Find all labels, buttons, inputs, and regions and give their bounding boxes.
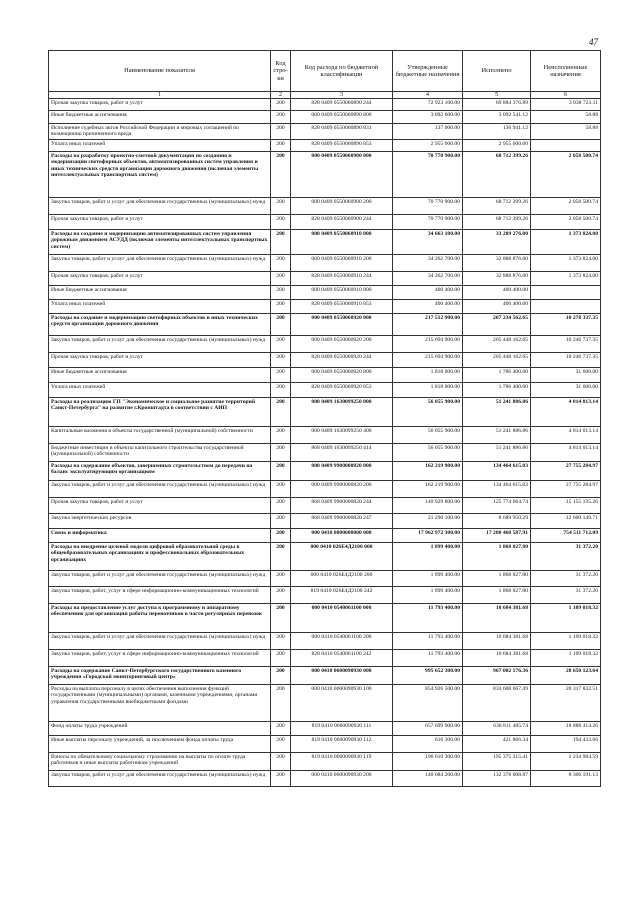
table-row [49,300,601,314]
row-line-code-cell: 200 [271,215,291,230]
row-line-code-cell: 200 [271,514,291,529]
row-unexecuted-cell: 58.88 [531,124,601,140]
row-approved-cell: 137 000.00 [393,124,463,140]
row-line-code-cell: 200 [271,398,291,427]
table-row [49,198,601,215]
row-approved-cell: 400 400.00 [393,286,463,300]
row-name-cell: Взносы по обязательному социальному страхованию на выплаты по оплате труда работников и иные выплаты работникам учреждений [49,753,271,771]
row-name-cell: Расходы на создание и модернизацию автоматизированных систем управления дорожным движением АСУДД (включая элементы интеллектуальных транспортных систем) [49,230,271,255]
budget-execution-table [48,50,601,787]
row-unexecuted-cell: 28 650 123.64 [531,667,601,685]
row-approved-cell: 34 262 700.00 [393,272,463,286]
row-approved-cell: 11 793 400.00 [393,650,463,667]
row-name-cell: Закупка товаров, работ, услуг в сфере информационно-коммуникационных технологий [49,650,271,667]
row-executed-cell: 51 241 886.86 [463,398,531,427]
row-classification-cell: 000 0410 0000000000 000 [291,529,393,543]
row-approved-cell: 1 899 400.00 [393,587,463,604]
row-approved-cell: 196 610 300.00 [393,753,463,771]
row-executed-cell: 51 241 886.86 [463,427,531,444]
column-number: 1 [49,92,271,99]
row-executed-cell: 2 955 600.00 [463,140,531,152]
row-name-cell: Закупка товаров, работ и услуг для обеспечения государственных (муниципальных) нужд [49,771,271,787]
row-classification-cell: 828 0409 0550060910 244 [291,272,393,286]
row-line-code-cell: 200 [271,650,291,667]
header-classification-code: Код расхода по бюджетной классификации [291,51,393,92]
row-unexecuted-cell: 15 155 135.26 [531,498,601,514]
row-executed-cell: 69 884 376.89 [463,99,531,111]
row-name-cell: Закупка товаров, работ и услуг для обеспечения государственных (муниципальных) нужд [49,198,271,215]
row-name-cell: Иные бюджетные ассигнования [49,368,271,383]
table-row [49,444,601,462]
row-classification-cell: 000 0410 0540061100 200 [291,633,393,650]
row-name-cell: Капитальные вложения в объекты государственной (муниципальной) собственности [49,427,271,444]
table-row [49,481,601,498]
row-name-cell: Расходы на выплаты персоналу в целях обеспечения выполнения функций государственными (муниципальными) органами, казенными учреждениями, органами управления государственными внебюджетными фондами [49,685,271,722]
row-executed-cell: 134 464 615.03 [463,481,531,498]
table-row [49,368,601,383]
row-executed-cell: 33 289 276.00 [463,230,531,255]
row-unexecuted-cell: 4 814 013.14 [531,398,601,427]
row-name-cell: Расходы на содержание объектов, завершенных строительством до передачи на баланс эксплуатирующим организациям [49,462,271,481]
header-executed: Исполнено [463,51,531,92]
row-classification-cell: 000 0410 0600090930 200 [291,771,393,787]
row-executed-cell: 638 811 485.74 [463,722,531,736]
row-classification-cell: 000 0409 0550060900 000 [291,152,393,198]
row-approved-cell: 11 793 400.00 [393,633,463,650]
row-line-code-cell: 200 [271,529,291,543]
row-line-code-cell: 200 [271,272,291,286]
row-classification-cell: 828 0410 0540061100 242 [291,650,393,667]
table-row [49,398,601,427]
row-approved-cell: 217 512 900.00 [393,314,463,336]
row-line-code-cell: 200 [271,722,291,736]
row-classification-cell: 000 0410 026E4Д2100 000 [291,543,393,571]
row-line-code-cell: 200 [271,230,291,255]
row-approved-cell: 162 219 900.00 [393,462,463,481]
row-unexecuted-cell: 754 511 712.09 [531,529,601,543]
row-line-code-cell: 200 [271,353,291,368]
row-approved-cell: 1 899 400.00 [393,543,463,571]
row-line-code-cell: 200 [271,685,291,722]
table-row [49,314,601,336]
row-classification-cell: 000 0409 0550060900 200 [291,198,393,215]
row-classification-cell: 828 0409 0550060920 244 [291,353,393,368]
row-unexecuted-cell: 3 038 723.11 [531,99,601,111]
column-number: 6 [531,92,601,99]
row-name-cell: Иные бюджетные ассигнования [49,286,271,300]
row-executed-cell: 1 868 027.80 [463,543,531,571]
table-row [49,571,601,587]
table-row [49,604,601,633]
row-line-code-cell: 200 [271,255,291,272]
row-executed-cell: 10 684 381.68 [463,633,531,650]
row-unexecuted-cell [531,140,601,152]
row-classification-cell: 868 0409 9900000820 244 [291,498,393,514]
row-classification-cell: 828 0409 0550060910 853 [291,300,393,314]
row-approved-cell: 995 652 300.00 [393,667,463,685]
row-unexecuted-cell: 8 306 191.13 [531,771,601,787]
row-line-code-cell: 200 [271,336,291,353]
row-line-code-cell: 200 [271,140,291,152]
table-row [49,722,601,736]
table-row [49,353,601,368]
table-row [49,498,601,514]
row-executed-cell: 10 684 381.68 [463,650,531,667]
row-executed-cell: 32 888 876.00 [463,255,531,272]
row-classification-cell: 868 0409 1630099250 414 [291,444,393,462]
row-line-code-cell: 200 [271,633,291,650]
row-classification-cell: 000 0409 0550060890 800 [291,111,393,124]
row-line-code-cell: 200 [271,152,291,198]
row-unexecuted-cell: 1 373 824.00 [531,255,601,272]
table-row [49,771,601,787]
row-name-cell: Иные бюджетные ассигнования [49,111,271,124]
row-unexecuted-cell: 10 246 737.35 [531,336,601,353]
row-line-code-cell: 200 [271,481,291,498]
row-approved-cell: 1 818 000.00 [393,383,463,398]
row-line-code-cell: 200 [271,124,291,140]
row-approved-cell: 215 694 900.00 [393,336,463,353]
row-name-cell: Фонд оплаты труда учреждений [49,722,271,736]
table-row [49,753,601,771]
row-line-code-cell: 200 [271,99,291,111]
row-executed-cell: 10 684 381.68 [463,604,531,633]
row-name-cell: Расходы на реализацию ГП "Экономическое и социальное развитие территорий Санкт-Петербурга" на развитие г.Кронштадта в соответствии с АИП [49,398,271,427]
row-executed-cell: 1 786 400.00 [463,383,531,398]
table-row [49,587,601,604]
row-classification-cell: 000 0409 0550060920 200 [291,336,393,353]
row-name-cell: Связь и информатика [49,529,271,543]
table-row [49,99,601,111]
row-line-code-cell: 200 [271,543,291,571]
row-approved-cell: 215 694 900.00 [393,353,463,368]
row-classification-cell: 828 0409 0550060890 853 [291,140,393,152]
column-number: 5 [463,92,531,99]
row-line-code-cell: 200 [271,736,291,753]
row-classification-cell: 000 0409 0550060920 000 [291,314,393,336]
table-row [49,514,601,529]
row-classification-cell: 828 0409 0550060920 853 [291,383,393,398]
row-classification-cell: 000 0409 1630099250 400 [291,427,393,444]
table-row [49,152,601,198]
row-unexecuted-cell: 1 109 018.32 [531,633,601,650]
row-unexecuted-cell: 4 814 013.14 [531,444,601,462]
row-classification-cell: 000 0410 0600090930 000 [291,667,393,685]
header-line-code: Код стро-ки [271,51,291,92]
row-name-cell: Прочая закупка товаров, работ и услуг [49,272,271,286]
row-approved-cell: 854 926 500.00 [393,685,463,722]
row-approved-cell: 400 400.00 [393,300,463,314]
table-body [49,99,601,787]
page-number: 47 [589,37,598,47]
table-row [49,462,601,481]
row-unexecuted-cell: 31 600.00 [531,383,601,398]
row-name-cell: Прочая закупка товаров, работ и услуг [49,498,271,514]
row-unexecuted-cell: 1 373 824.00 [531,230,601,255]
row-name-cell: Уплата иных платежей [49,140,271,152]
row-classification-cell: 819 0410 0600090930 119 [291,753,393,771]
row-executed-cell: 68 712 399.26 [463,152,531,198]
row-classification-cell: 000 0409 0550060910 800 [291,286,393,300]
row-line-code-cell: 200 [271,498,291,514]
row-classification-cell: 000 0409 0550060910 200 [291,255,393,272]
row-name-cell: Исполнение судебных актов Российской Федерации и мировых соглашений по возмещению причиненного вреда [49,124,271,140]
row-line-code-cell: 200 [271,667,291,685]
row-line-code-cell: 200 [271,771,291,787]
row-approved-cell: 56 055 900.00 [393,427,463,444]
table-row [49,667,601,685]
row-approved-cell: 616 300.00 [393,736,463,753]
row-line-code-cell: 200 [271,300,291,314]
row-approved-cell: 72 923 100.00 [393,99,463,111]
row-unexecuted-cell: 31 372.20 [531,571,601,587]
row-name-cell: Закупка товаров, работ и услуг для обеспечения государственных (муниципальных) нужд [49,571,271,587]
row-line-code-cell: 200 [271,427,291,444]
row-approved-cell: 11 793 400.00 [393,604,463,633]
row-unexecuted-cell: 1 373 824.00 [531,272,601,286]
row-line-code-cell: 200 [271,571,291,587]
row-unexecuted-cell: 20 317 832.51 [531,685,601,722]
row-unexecuted-cell [531,286,601,300]
table-row [49,383,601,398]
row-unexecuted-cell: 2 058 500.74 [531,198,601,215]
table-row [49,230,601,255]
row-executed-cell: 136 941.12 [463,124,531,140]
row-executed-cell: 421 866.34 [463,736,531,753]
row-approved-cell: 140 684 200.00 [393,771,463,787]
row-classification-cell: 000 0410 0540061100 000 [291,604,393,633]
row-unexecuted-cell: 2 058 500.74 [531,215,601,230]
row-unexecuted-cell: 27 755 284.97 [531,481,601,498]
table-row [49,650,601,667]
header-row [49,51,601,92]
row-approved-cell: 1 818 000.00 [393,368,463,383]
table-row [49,685,601,722]
row-unexecuted-cell [531,300,601,314]
row-executed-cell: 1 786 400.00 [463,368,531,383]
header-indicator-name: Наименование показателя [49,51,271,92]
row-name-cell: Расходы на разработку проектно-сметной документации по созданию и модернизации светофорных объектов, автоматизированных систем управления и иных технических средств организации дорожного движения (включая элементы интеллектуальных транспортных систем) [49,152,271,198]
row-line-code-cell: 200 [271,383,291,398]
row-executed-cell: 205 448 162.65 [463,336,531,353]
row-approved-cell: 140 929 800.00 [393,498,463,514]
row-unexecuted-cell: 12 600 149.71 [531,514,601,529]
row-unexecuted-cell: 194 433.66 [531,736,601,753]
row-line-code-cell: 200 [271,444,291,462]
row-executed-cell: 400 400.00 [463,300,531,314]
row-unexecuted-cell: 31 372.20 [531,543,601,571]
table-row [49,286,601,300]
row-executed-cell: 3 092 541.12 [463,111,531,124]
row-name-cell: Закупка энергетических ресурсов [49,514,271,529]
table-row [49,529,601,543]
row-unexecuted-cell: 10 278 337.35 [531,314,601,336]
row-approved-cell: 17 962 972 300.00 [393,529,463,543]
column-number: 3 [291,92,393,99]
table-row [49,736,601,753]
row-executed-cell: 134 464 615.03 [463,462,531,481]
table-row [49,427,601,444]
row-name-cell: Расходы на предоставление услуг доступа к программному и аппаратному обеспечению для организации работы перевозчиков в части регулярных перевозок [49,604,271,633]
row-unexecuted-cell: 58.88 [531,111,601,124]
row-name-cell: Прочая закупка товаров, работ и услуг [49,99,271,111]
row-line-code-cell: 200 [271,286,291,300]
row-name-cell: Расходы на содержание Санкт-Петербургского государственного казенного учреждения «Городской мониторинговый центр» [49,667,271,685]
header-unexecuted: Неисполненные назначения [531,51,601,92]
row-approved-cell: 56 055 900.00 [393,444,463,462]
row-classification-cell: 828 0409 0550060890 244 [291,99,393,111]
row-executed-cell: 17 208 460 587.91 [463,529,531,543]
row-line-code-cell: 200 [271,462,291,481]
row-classification-cell: 000 0409 9900000820 200 [291,481,393,498]
table-row [49,255,601,272]
row-executed-cell: 195 375 315.41 [463,753,531,771]
table-row [49,140,601,152]
row-name-cell: Прочая закупка товаров, работ и услуг [49,353,271,368]
row-unexecuted-cell: 31 372.20 [531,587,601,604]
row-unexecuted-cell: 18 888 414.26 [531,722,601,736]
row-unexecuted-cell: 31 600.00 [531,368,601,383]
row-classification-cell: 828 0409 0550060890 831 [291,124,393,140]
row-unexecuted-cell: 1 109 018.32 [531,650,601,667]
row-unexecuted-cell: 1 234 984.59 [531,753,601,771]
row-approved-cell: 70 770 900.00 [393,152,463,198]
table-row [49,336,601,353]
row-approved-cell: 70 770 900.00 [393,198,463,215]
table-row [49,633,601,650]
row-executed-cell: 68 712 399.26 [463,198,531,215]
row-approved-cell: 1 899 400.00 [393,571,463,587]
row-classification-cell: 000 0409 1630099250 000 [291,398,393,427]
row-executed-cell: 51 241 886.86 [463,444,531,462]
row-unexecuted-cell: 27 755 284.97 [531,462,601,481]
row-classification-cell: 000 0410 026E4Д2100 200 [291,571,393,587]
row-executed-cell: 8 689 950.29 [463,514,531,529]
row-approved-cell: 56 055 900.00 [393,398,463,427]
row-line-code-cell: 200 [271,198,291,215]
row-line-code-cell: 200 [271,753,291,771]
row-unexecuted-cell: 1 109 018.32 [531,604,601,633]
row-executed-cell: 400 400.00 [463,286,531,300]
row-classification-cell: 819 0410 0600090930 111 [291,722,393,736]
row-approved-cell: 34 262 700.00 [393,255,463,272]
row-classification-cell: 819 0410 026E4Д2100 242 [291,587,393,604]
row-classification-cell: 828 0409 0550060900 244 [291,215,393,230]
column-number: 2 [271,92,291,99]
row-name-cell: Закупка товаров, работ и услуг для обеспечения государственных (муниципальных) нужд [49,255,271,272]
row-name-cell: Закупка товаров, работ и услуг для обеспечения государственных (муниципальных) нужд [49,481,271,498]
row-line-code-cell: 200 [271,111,291,124]
header-approved: Утвержденные бюджетные назначения [393,51,463,92]
row-approved-cell: 3 092 600.00 [393,111,463,124]
table-row [49,111,601,124]
table-row [49,543,601,571]
row-classification-cell: 000 0410 0600090930 100 [291,685,393,722]
row-approved-cell: 657 699 900.00 [393,722,463,736]
column-number-row [49,92,601,99]
row-executed-cell: 834 608 667.49 [463,685,531,722]
row-name-cell: Расходы на внедрение целевой модели цифровой образовательной среды в общеобразовательных организациях и профессиональных образовательных организациях [49,543,271,571]
row-name-cell: Закупка товаров, работ и услуг для обеспечения государственных (муниципальных) нужд [49,633,271,650]
row-name-cell: Уплата иных платежей [49,300,271,314]
row-executed-cell: 132 378 008.87 [463,771,531,787]
row-classification-cell: 000 0409 9900000820 000 [291,462,393,481]
row-line-code-cell: 200 [271,314,291,336]
row-executed-cell: 207 234 562.65 [463,314,531,336]
row-approved-cell: 21 290 100.00 [393,514,463,529]
row-name-cell: Закупка товаров, работ, услуг в сфере информационно-коммуникационных технологий [49,587,271,604]
row-approved-cell: 2 955 600.00 [393,140,463,152]
row-unexecuted-cell: 2 058 500.74 [531,152,601,198]
row-executed-cell: 205 448 162.65 [463,353,531,368]
row-executed-cell: 125 774 664.74 [463,498,531,514]
row-name-cell: Бюджетные инвестиции в объекты капитального строительства государственной (муниципальной) собственности [49,444,271,462]
row-executed-cell: 1 868 027.80 [463,587,531,604]
row-unexecuted-cell: 4 814 013.14 [531,427,601,444]
row-approved-cell: 70 770 900.00 [393,215,463,230]
row-executed-cell: 967 002 176.36 [463,667,531,685]
row-approved-cell: 162 219 900.00 [393,481,463,498]
table-row [49,272,601,286]
row-unexecuted-cell: 10 246 737.35 [531,353,601,368]
row-classification-cell: 868 0409 9900000820 247 [291,514,393,529]
row-line-code-cell: 200 [271,604,291,633]
row-line-code-cell: 200 [271,587,291,604]
row-name-cell: Иные выплаты персоналу учреждений, за исключением фонда оплаты труда [49,736,271,753]
row-name-cell: Расходы на создание и модернизацию светофорных объектов и иных технических средств организации дорожного движения [49,314,271,336]
column-number: 4 [393,92,463,99]
row-name-cell: Прочая закупка товаров, работ и услуг [49,215,271,230]
row-name-cell: Уплата иных платежей [49,383,271,398]
table-row [49,215,601,230]
row-executed-cell: 32 888 876.00 [463,272,531,286]
row-executed-cell: 1 868 027.80 [463,571,531,587]
table-row [49,124,601,140]
row-name-cell: Закупка товаров, работ и услуг для обеспечения государственных (муниципальных) нужд [49,336,271,353]
row-approved-cell: 34 663 100.00 [393,230,463,255]
row-executed-cell: 68 712 399.26 [463,215,531,230]
row-classification-cell: 819 0410 0600090930 112 [291,736,393,753]
row-line-code-cell: 200 [271,368,291,383]
row-classification-cell: 000 0409 0550060920 800 [291,368,393,383]
row-classification-cell: 000 0409 0550060910 000 [291,230,393,255]
